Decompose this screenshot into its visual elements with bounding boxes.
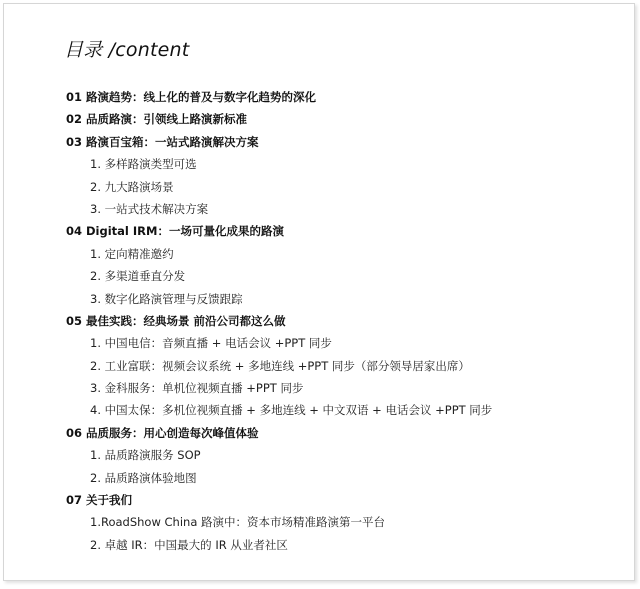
toc-subitem: 2. 多渠道垂直分发 (90, 269, 186, 284)
toc-subitem: 1. 品质路演服务 SOP (90, 448, 201, 463)
toc-subitem: 2. 工业富联：视频会议系统 + 多地连线 +PPT 同步（部分领导居家出席） (90, 358, 470, 373)
toc-subitem: 2. 卓越 IR：中国最大的 IR 从业者社区 (90, 537, 288, 552)
toc-subitem: 3. 一站式技术解决方案 (90, 201, 209, 216)
toc-section-heading: 02 品质路演：引领线上路演新标准 (66, 112, 248, 127)
toc-section-heading: 05 最佳实践：经典场景 前沿公司都这么做 (66, 313, 286, 328)
toc-section-heading: 03 路演百宝箱：一站式路演解决方案 (66, 134, 259, 149)
table-of-contents (66, 86, 626, 556)
toc-subitem: 3. 数字化路演管理与反馈跟踪 (90, 291, 243, 306)
toc-subitem: 1. 定向精准邀约 (90, 246, 174, 261)
toc-subitem: 4. 中国太保：多机位视频直播 + 多地连线 + 中文双语 + 电话会议 +PPT 同步 (90, 403, 493, 418)
toc-subitem: 1. 中国电信：音频直播 + 电话会议 +PPT 同步 (90, 336, 332, 351)
toc-subitem: 2. 九大路演场景 (90, 179, 174, 194)
page-title: 目录 /content (64, 39, 190, 61)
toc-section-heading: 01 路演趋势：线上化的普及与数字化趋势的深化 (66, 90, 317, 104)
toc-subitem: 1.RoadShow China 路演中：资本市场精准路演第一平台 (90, 515, 386, 530)
toc-section-heading: 04 Digital IRM：一场可量化成果的路演 (66, 224, 284, 239)
toc-section-heading: 07 关于我们 (66, 493, 133, 508)
toc-subitem: 2. 品质路演体验地图 (90, 470, 197, 485)
toc-section-heading: 06 品质服务：用心创造每次峰值体验 (66, 425, 259, 440)
document-page (3, 3, 635, 581)
toc-subitem: 3. 金科服务：单机位视频直播 +PPT 同步 (90, 381, 304, 396)
toc-subitem: 1. 多样路演类型可选 (90, 157, 197, 172)
